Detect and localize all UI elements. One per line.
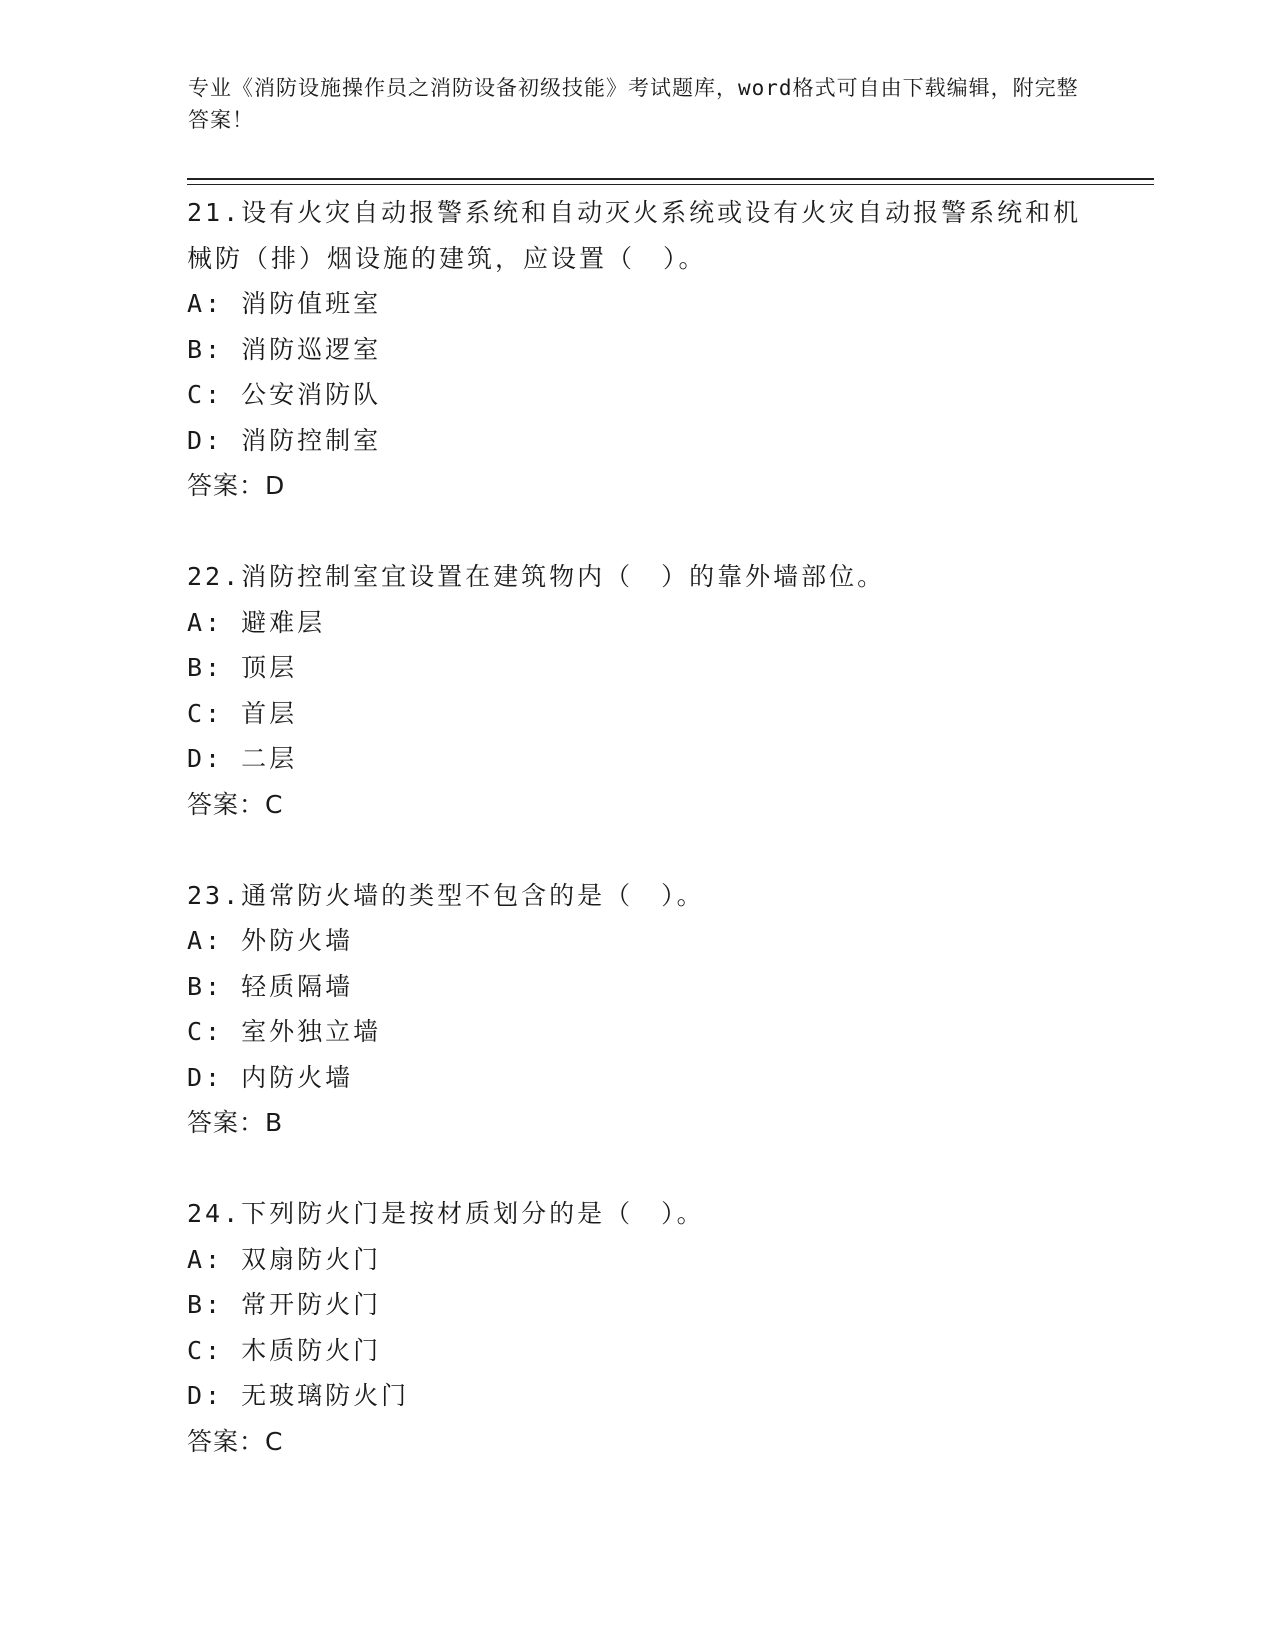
question-stem: 23.通常防火墙的类型不包含的是（ ）。 — [187, 880, 705, 910]
question-stem: 24.下列防火门是按材质划分的是（ ）。 — [187, 1199, 705, 1228]
question-21 — [187, 190, 1087, 509]
option-c: C: 公安消防队 — [187, 380, 382, 409]
option-b: B: 消防巡逻室 — [187, 334, 382, 364]
option-d: D: 二层 — [187, 744, 298, 773]
option-b: B: 顶层 — [187, 653, 298, 682]
question-24 — [187, 1191, 1087, 1464]
document-header: 专业《消防设施操作员之消防设备初级技能》考试题库，word格式可自由下载编辑，附完整答案！ — [188, 76, 1079, 132]
question-spacer — [187, 827, 1087, 873]
option-c: C: 木质防火门 — [187, 1335, 382, 1365]
question-22 — [187, 554, 1087, 827]
option-a: A: 避难层 — [187, 607, 326, 637]
question-list — [187, 190, 1087, 1464]
question-stem: 22.消防控制室宜设置在建筑物内（ ）的靠外墙部位。 — [187, 562, 886, 591]
question-spacer — [187, 1146, 1087, 1192]
option-c: C: 室外独立墙 — [187, 1017, 382, 1046]
answer-label: 答案：C — [187, 789, 284, 819]
option-d: D: 内防火墙 — [187, 1062, 354, 1092]
header-divider-thin — [187, 184, 1154, 185]
question-spacer — [187, 509, 1087, 555]
answer-label: 答案：D — [187, 471, 286, 500]
option-c: C: 首层 — [187, 698, 298, 728]
answer-label: 答案：C — [187, 1426, 284, 1456]
header-divider-thick — [187, 178, 1154, 180]
question-stem: 21.设有火灾自动报警系统和自动灭火系统或设有火灾自动报警系统和机械防（排）烟设施的建筑，应设置（ ）。 — [187, 198, 1082, 273]
option-b: B: 常开防火门 — [187, 1290, 382, 1319]
option-b: B: 轻质隔墙 — [187, 971, 354, 1001]
option-a: A: 双扇防火门 — [187, 1244, 382, 1274]
option-a: A: 消防值班室 — [187, 289, 382, 318]
option-a: A: 外防火墙 — [187, 926, 354, 955]
option-d: D: 消防控制室 — [187, 425, 382, 455]
option-d: D: 无玻璃防火门 — [187, 1381, 410, 1410]
answer-label: 答案：B — [187, 1108, 284, 1137]
question-23 — [187, 873, 1087, 1146]
